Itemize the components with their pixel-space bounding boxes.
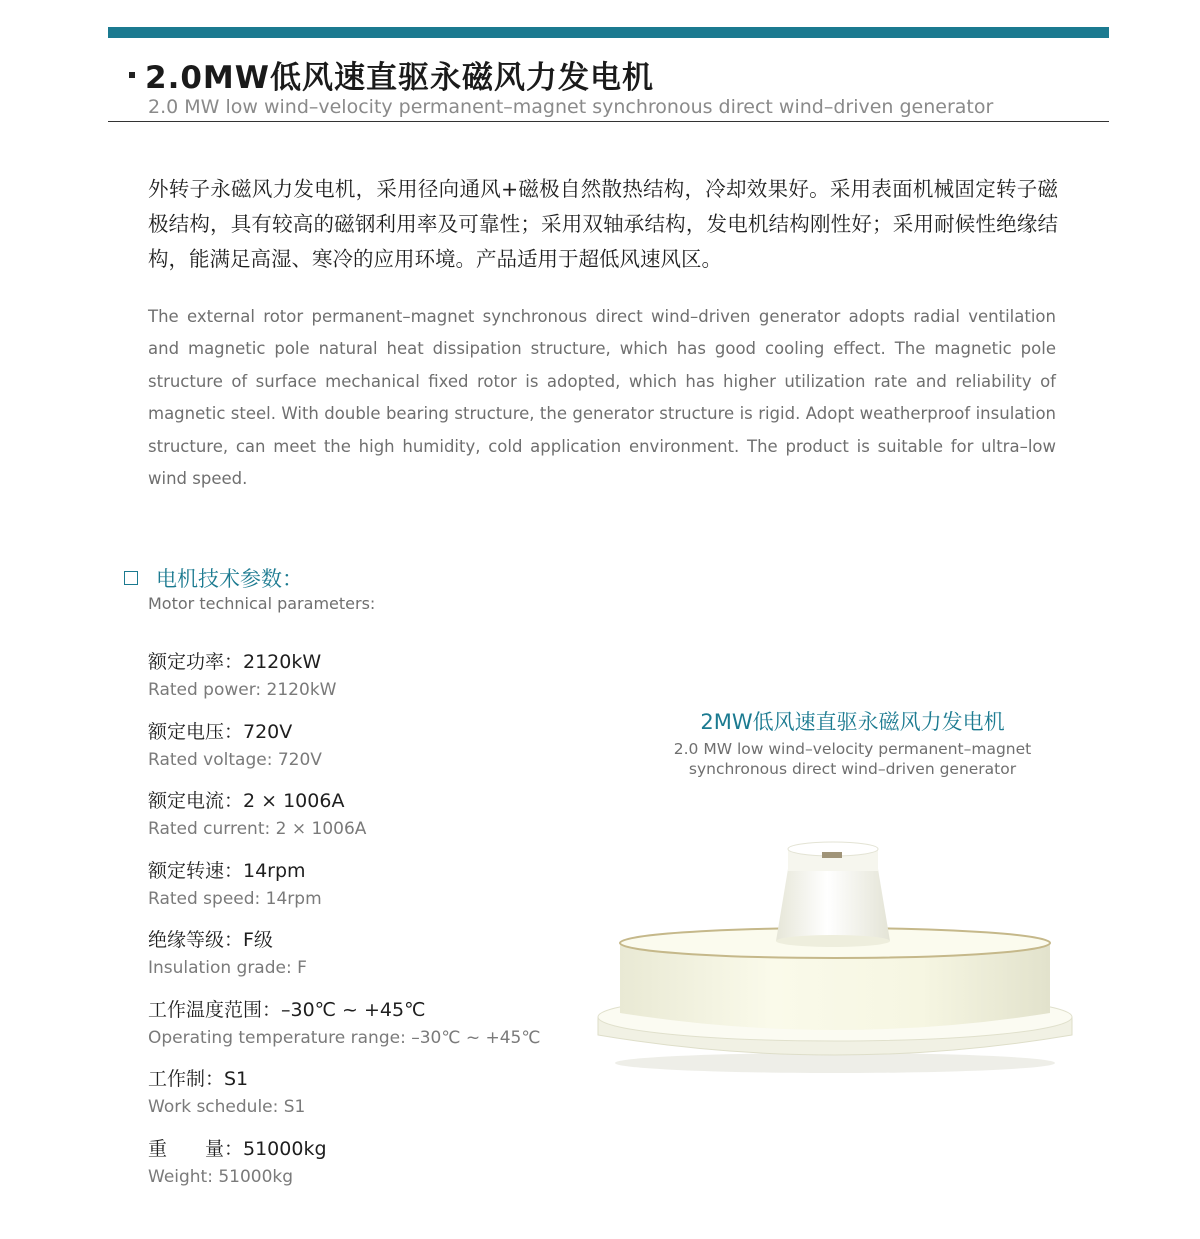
generator-image [590,835,1080,1080]
image-caption-en-line1: 2.0 MW low wind–velocity permanent–magnet [673,740,1032,758]
section-title-cn: 电机技术参数： [156,567,303,591]
param-label-cn: 工作制：S1 [148,1068,249,1090]
param-label-en: Rated voltage: 720V [148,749,322,770]
param-label-cn: 额定功率：2120kW [148,651,322,673]
top-accent-bar [108,27,1109,38]
param-label-cn: 额定电流：2 × 1006A [148,790,345,812]
param-rated-current [148,787,598,857]
page-title-en: 2.0 MW low wind–velocity permanent–magnet synchronous direct wind–driven generator [148,96,994,118]
param-label-cn: 额定转速：14rpm [148,859,306,882]
param-weight [148,1135,598,1205]
section-checkbox-icon [124,571,138,585]
param-label-en: Rated speed: 14rpm [148,888,322,909]
description-en: The external rotor permanent–magnet synchronous direct wind–driven generator adopts radial ventilation and magnetic pole natural heat dissipation structure, which has good cooling effect. The magnetic pole structure of surface mechanical fixed rotor is adopted, which has higher utilization rate and reliability of magnetic steel. With double bearing structure, the generator structure is rigid. Adopt weatherproof insulation structure, can meet the high humidity, cold application environment. The product is suitable for ultra–low wind speed. [148,307,1056,489]
param-label-en: Operating temperature range: –30℃ ~ +45℃ [148,1027,541,1048]
description-cn: 外转子永磁风力发电机，采用径向通风+磁极自然散热结构，冷却效果好。采用表面机械固定转子磁极结构，具有较高的磁钢利用率及可靠性；采用双轴承结构，发电机结构刚性好；采用耐候性绝缘结构，能满足高湿、寒冷的应用环境。产品适用于超低风速风区。 [148,177,1058,271]
param-label-en: Work schedule: S1 [148,1097,306,1117]
param-rated-power [148,648,598,718]
param-label-en: Insulation grade: F [148,958,307,978]
param-label-cn: 额定电压：720V [148,720,293,743]
param-label-cn: 工作温度范围：–30℃ ~ +45℃ [148,998,426,1021]
param-label-cn: 绝缘等级：F级 [148,929,273,951]
page-title-cn: 2.0MW低风速直驱永磁风力发电机 [145,60,654,96]
param-operating-temperature [148,996,598,1066]
param-work-schedule [148,1065,598,1135]
param-rated-voltage [148,718,598,788]
image-caption-cn: 2MW低风速直驱永磁风力发电机 [700,710,1005,734]
title-divider [108,121,1109,122]
param-label-en: Rated current: 2 × 1006A [148,819,367,839]
param-label-en: Rated power: 2120kW [148,680,337,700]
section-title-en: Motor technical parameters: [148,594,376,613]
param-rated-speed [148,857,598,927]
param-label-cn: 重 量：51000kg [148,1137,327,1160]
param-insulation-grade [148,926,598,996]
title-bullet [129,72,135,78]
param-label-en: Weight: 51000kg [148,1166,294,1187]
parameter-list [148,648,598,1204]
image-caption-en-line2: synchronous direct wind–driven generator [688,760,1017,778]
